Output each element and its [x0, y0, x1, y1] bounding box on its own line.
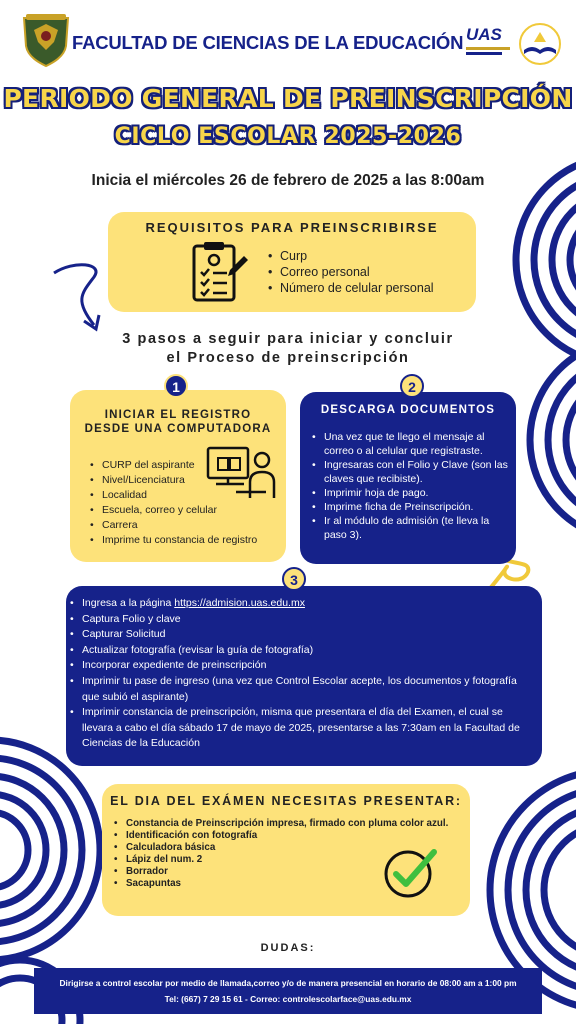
list-item: • Carrera	[90, 518, 257, 533]
list-item: • Curp	[268, 248, 434, 264]
step2-title: DESCARGA DOCUMENTOS	[320, 404, 496, 416]
list-item: • Escuela, correo y celular	[90, 503, 257, 518]
questions-heading: DUDAS:	[260, 942, 316, 954]
list-item: • Incorporar expediente de preinscripción	[70, 658, 536, 674]
exam-title: EL DIA DEL EXÁMEN NECESITAS PRESENTAR:	[110, 794, 462, 808]
steps-title-line1: 3 pasos a seguir para iniciar y concluir	[122, 331, 454, 347]
book-logo-icon	[514, 22, 566, 66]
list-item: • Lápiz del num. 2	[114, 854, 448, 866]
list-item-text: Ingresa a la página	[82, 597, 175, 609]
list-item: • Imprimir hoja de pago.	[312, 486, 512, 500]
step1-title	[70, 408, 286, 436]
footer-contact-bar	[34, 968, 542, 1014]
list-item: • Localidad	[90, 488, 257, 503]
university-crest-icon	[20, 12, 72, 68]
steps-title-line2: el Proceso de preinscripción	[166, 350, 410, 366]
checkmark-circle-icon	[382, 844, 438, 900]
list-item: • Constancia de Preinscripción impresa, firmado con pluma color azul.	[114, 818, 448, 830]
uas-logo-text: UAS	[466, 25, 502, 44]
list-item: • Número de celular personal	[268, 280, 434, 296]
list-item: • Actualizar fotografía (revisar la guía de fotografía)	[70, 643, 536, 659]
admission-link[interactable]: https://admision.uas.edu.mx	[174, 597, 305, 609]
footer-contact-text: Tel: (667) 7 29 15 61 - Correo: controlescolarface@uas.edu.mx	[164, 994, 412, 1004]
list-item: • Capturar Solicitud	[70, 627, 536, 643]
list-item: • Imprimir constancia de preinscripción, misma que presentara el día del Examen, el cual se llevara a cabo el día sábado 17 de mayo de 2025, presentarse a las 7:30am en la Facultad de Ciencias de la Educación	[70, 705, 536, 752]
step2-badge: 2	[400, 374, 424, 398]
start-date-text: Inicia el miércoles 26 de febrero de 2025 a las 8:00am	[91, 172, 485, 189]
step2-list	[312, 430, 512, 542]
list-item	[70, 596, 536, 612]
list-item: • Captura Folio y clave	[70, 612, 536, 628]
list-item: • Imprimir tu pase de ingreso (una vez que Control Escolar acepte, los documentos y fotografía que subió el aspirante)	[70, 674, 536, 705]
main-title: PERIODO GENERAL DE PREINSCRIPCIÓN	[3, 84, 573, 113]
faculty-title: FACULTAD DE CIENCIAS DE LA EDUCACIÓN	[72, 32, 464, 53]
requirements-title: REQUISITOS PARA PREINSCRIBIRSE	[145, 220, 439, 235]
list-item: • CURP del aspirante	[90, 458, 257, 473]
step1-title-line2: DESDE UNA COMPUTADORA	[84, 423, 272, 435]
list-item: • Identificación con fotografía	[114, 830, 448, 842]
list-item: • Calculadora básica	[114, 842, 448, 854]
list-item: • Sacapuntas	[114, 878, 448, 890]
requirements-list	[268, 248, 434, 296]
list-item: • Imprime tu constancia de registro	[90, 533, 257, 548]
list-item: • Una vez que te llego el mensaje al correo o al celular que registraste.	[312, 430, 512, 458]
step3-badge: 3	[282, 567, 306, 591]
clipboard-checklist-icon	[186, 240, 250, 304]
curly-arrow-left-icon	[44, 255, 114, 335]
step1-title-line1: INICIAR EL REGISTRO	[104, 409, 252, 421]
uas-logo	[466, 26, 516, 62]
footer-hours-text: Dirigirse a control escolar por medio de llamada,correo y/o de manera presencial en horario de 08:00 am a 1:00 pm	[59, 978, 517, 988]
list-item: • Imprime ficha de Preinscripción.	[312, 500, 512, 514]
step1-list	[90, 458, 257, 548]
list-item: • Ingresaras con el Folio y Clave (son las claves que recibiste).	[312, 458, 512, 486]
step1-badge: 1	[164, 374, 188, 398]
list-item: • Correo personal	[268, 264, 434, 280]
steps-title	[0, 330, 576, 368]
list-item: • Ir al módulo de admisión (te lleva la paso 3).	[312, 514, 512, 542]
step3-list	[70, 596, 536, 752]
school-year-title: CICLO ESCOLAR 2025-2026	[114, 124, 462, 149]
list-item: • Borrador	[114, 866, 448, 878]
list-item: • Nivel/Licenciatura	[90, 473, 257, 488]
